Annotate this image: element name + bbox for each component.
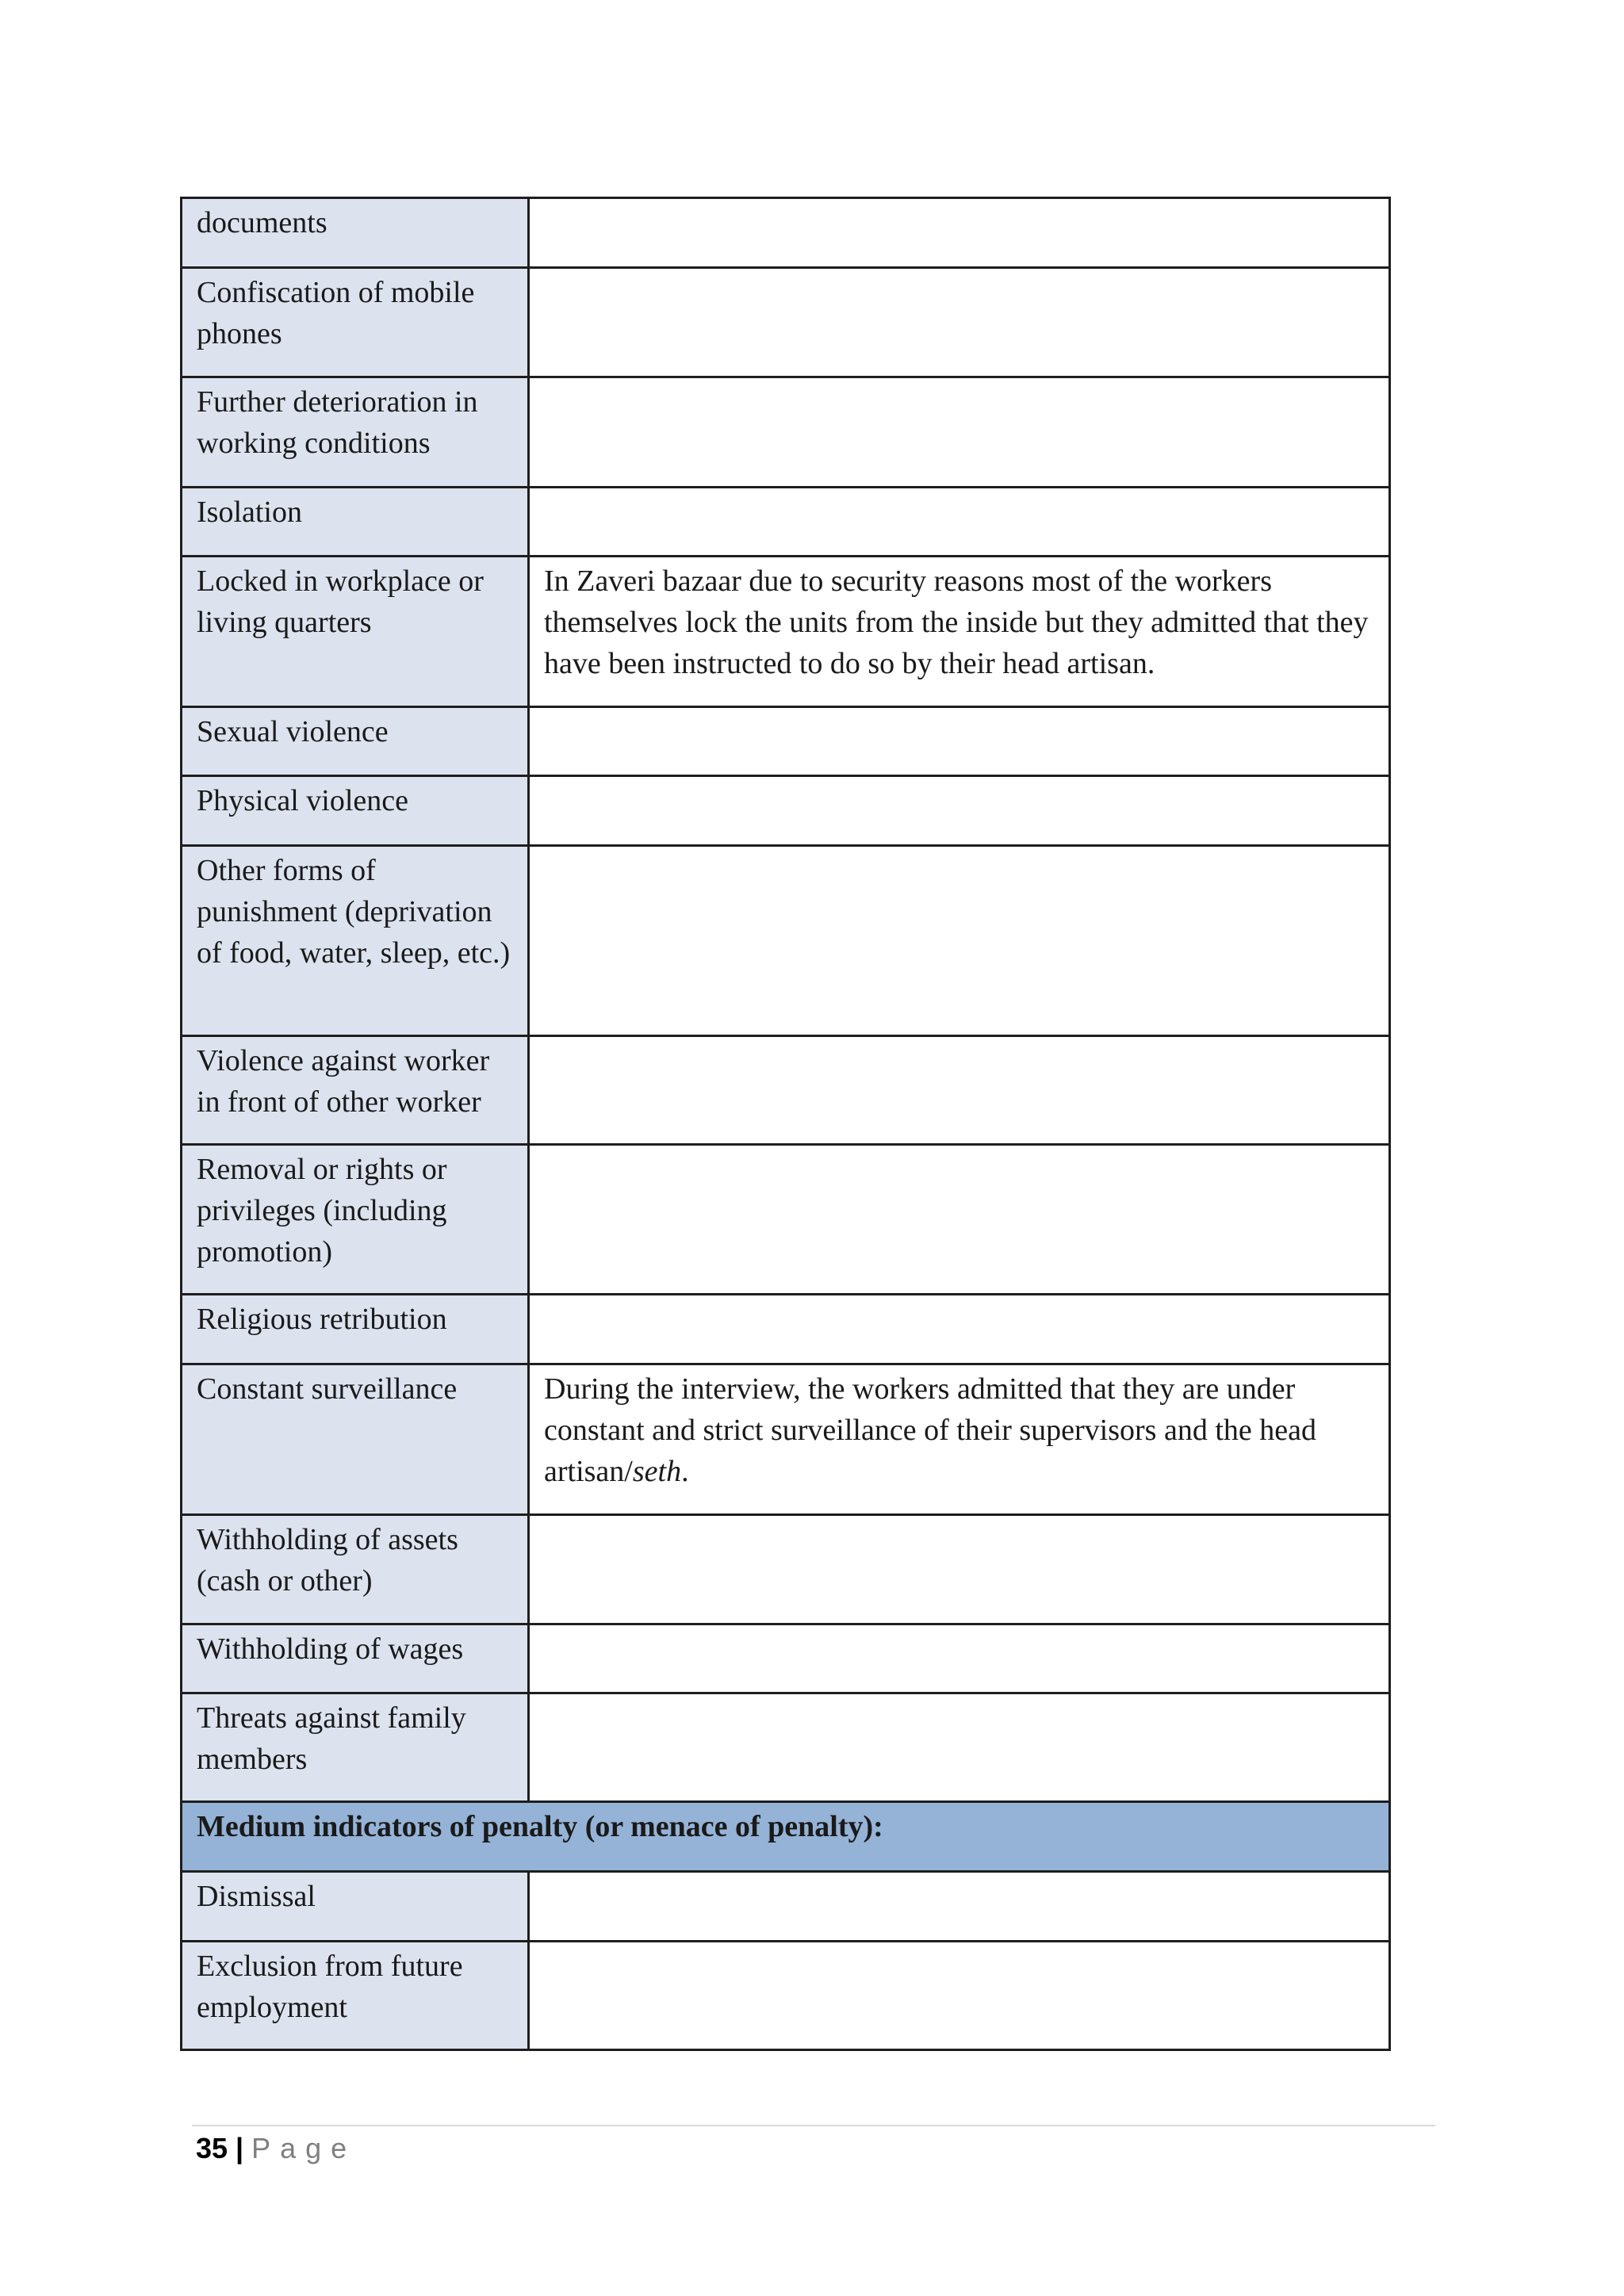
indicator-detail xyxy=(529,1295,1390,1364)
indicator-label: Constant surveillance xyxy=(182,1364,529,1515)
table-row xyxy=(182,557,1390,707)
indicator-label: Isolation xyxy=(182,488,529,557)
indicator-detail xyxy=(529,1693,1390,1802)
table-row xyxy=(182,377,1390,488)
indicator-label: Removal or rights or privileges (including promotion) xyxy=(182,1145,529,1295)
indicator-label: Withholding of wages xyxy=(182,1624,529,1693)
indicator-label: documents xyxy=(182,198,529,268)
indicator-label: Dismissal xyxy=(182,1872,529,1942)
indicator-detail xyxy=(529,488,1390,557)
indicator-detail xyxy=(529,1036,1390,1145)
indicator-detail xyxy=(529,707,1390,776)
indicator-detail xyxy=(529,776,1390,846)
penalty-indicators-table xyxy=(180,197,1391,2051)
table-row xyxy=(182,268,1390,377)
section-header-row xyxy=(182,1802,1390,1872)
indicator-label: Threats against family members xyxy=(182,1693,529,1802)
page-label: Page xyxy=(251,2132,357,2164)
detail-text-end: . xyxy=(681,1455,689,1488)
table-row xyxy=(182,1145,1390,1295)
table-row xyxy=(182,1624,1390,1693)
indicator-label: Confiscation of mobile phones xyxy=(182,268,529,377)
table-row xyxy=(182,1872,1390,1942)
indicator-detail: In Zaveri bazaar due to security reasons most of the workers themselves lock the units from the inside but they admitted that they have been instructed to do so by their head artisan. xyxy=(529,557,1390,707)
indicator-label: Religious retribution xyxy=(182,1295,529,1364)
indicator-detail xyxy=(529,1624,1390,1693)
table-row xyxy=(182,1036,1390,1145)
section-header: Medium indicators of penalty (or menace of penalty): xyxy=(182,1802,1390,1872)
table-row xyxy=(182,846,1390,1036)
indicator-detail xyxy=(529,268,1390,377)
indicator-label: Sexual violence xyxy=(182,707,529,776)
indicator-detail xyxy=(529,1515,1390,1624)
indicator-detail xyxy=(529,377,1390,488)
indicator-label: Violence against worker in front of other worker xyxy=(182,1036,529,1145)
table-row xyxy=(182,776,1390,846)
indicator-label: Other forms of punishment (deprivation of food, water, sleep, etc.) xyxy=(182,846,529,1036)
detail-italic-term: seth xyxy=(632,1455,682,1488)
indicator-label: Physical violence xyxy=(182,776,529,846)
table-row xyxy=(182,1515,1390,1624)
footer-separator: | xyxy=(236,2132,244,2164)
indicator-label: Withholding of assets (cash or other) xyxy=(182,1515,529,1624)
table-row xyxy=(182,1295,1390,1364)
footer-divider xyxy=(192,2125,1435,2126)
table-row xyxy=(182,1364,1390,1515)
indicator-detail xyxy=(529,846,1390,1036)
table-row xyxy=(182,198,1390,268)
page-number: 35 xyxy=(196,2132,228,2164)
indicator-label: Further deterioration in working conditions xyxy=(182,377,529,488)
indicator-detail xyxy=(529,1942,1390,2050)
table-row xyxy=(182,1942,1390,2050)
table-row xyxy=(182,707,1390,776)
indicator-detail xyxy=(529,1145,1390,1295)
indicator-detail xyxy=(529,1364,1390,1515)
table-row xyxy=(182,488,1390,557)
indicator-label: Locked in workplace or living quarters xyxy=(182,557,529,707)
indicator-detail xyxy=(529,198,1390,268)
table-row xyxy=(182,1693,1390,1802)
indicator-detail xyxy=(529,1872,1390,1942)
page-footer xyxy=(196,2131,356,2166)
detail-text: During the interview, the workers admitted that they are under constant and strict surveillance of their supervisors and the head artisan/ xyxy=(544,1372,1316,1488)
indicator-label: Exclusion from future employment xyxy=(182,1942,529,2050)
